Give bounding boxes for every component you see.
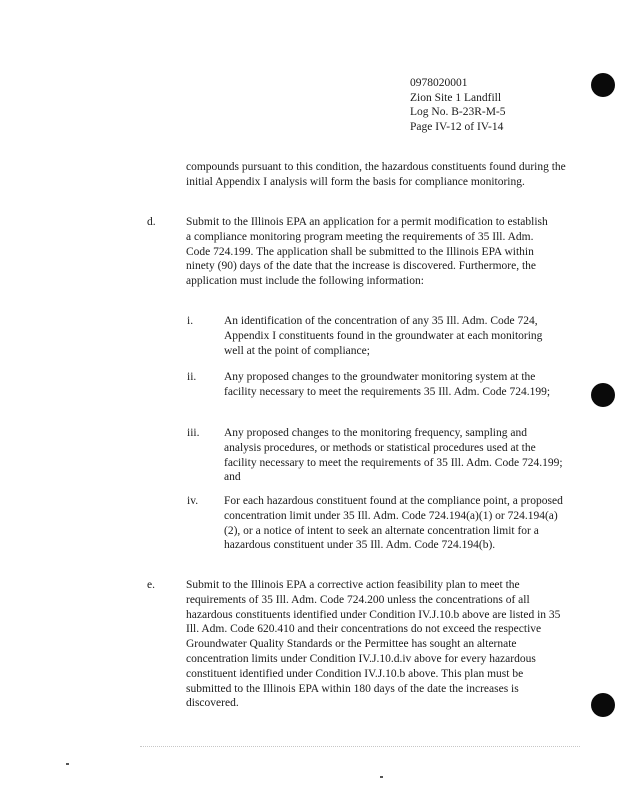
subitem-i-text: An identification of the concentration of any 35 Ill. Adm. Code 724, Appendix I constituents found in the groundwater at each monitoring well at the point of compliance;	[224, 315, 543, 357]
subitem-ii-text: Any proposed changes to the groundwater monitoring system at the facility necessary to meet the requirements 35 Ill. Adm. Code 724.199;	[224, 371, 551, 398]
item-d-text: Submit to the Illinois EPA an application for a permit modification to establish a compliance monitoring program meeting the requirements of 35 Ill. Adm. Code 724.199. The application shall be submitted to the Illinois EPA within ninety (90) days of the date that the increase is discovered. Furthermore, the application must include the following information:	[186, 216, 548, 288]
subitem-iv-label: iv.	[187, 495, 199, 507]
subitem-i-label: i.	[187, 315, 194, 327]
subitem-ii-label: ii.	[187, 371, 197, 383]
intro-paragraph: compounds pursuant to this condition, the hazardous constituents found during the initial Appendix I analysis will form the basis for compliance monitoring.	[186, 161, 566, 188]
item-e-text: Submit to the Illinois EPA a corrective action feasibility plan to meet the requirements of 35 Ill. Adm. Code 724.200 unless the concentrations of all hazardous constituents identified under Condition IV.J.10.b above are listed in 35 Ill. Adm. Code 620.410 and their concentrations do not exceed the respective Groundwater Quality Standards or the Permittee has sought an alternate concentration limits under Condition IV.J.10.d.iv above for every hazardous constituent identified under Condition IV.J.10.b above. This plan must be submitted to the Illinois EPA within 180 days of the date the increases is discovered.	[186, 579, 561, 710]
subitem-iii-label: iii.	[187, 427, 200, 439]
document-id: 0978020001	[410, 77, 468, 89]
punch-hole-bottom	[591, 693, 615, 717]
site-name: Zion Site 1 Landfill	[410, 91, 502, 104]
punch-hole-middle	[591, 383, 615, 407]
item-d-label: d.	[147, 216, 156, 228]
log-number: Log No. B-23R-M-5	[410, 106, 506, 118]
scan-artifact-line	[140, 746, 580, 753]
page-number: Page IV-12 of IV-14	[410, 120, 504, 133]
scan-speck	[66, 763, 69, 765]
scan-speck	[380, 776, 383, 778]
punch-hole-top	[591, 73, 615, 97]
document-header	[410, 76, 506, 134]
item-e-label: e.	[147, 579, 155, 591]
subitem-iii-text: Any proposed changes to the monitoring frequency, sampling and analysis procedures, or methods or statistical procedures used at the facility necessary to meet the requirements of 35 Ill. Adm. Code 724.199; and	[224, 427, 563, 484]
subitem-iv-text: For each hazardous constituent found at the compliance point, a proposed concentration limit under 35 Ill. Adm. Code 724.194(a)(1) or 724.194(a)(2), or a notice of intent to seek an alternate concentration limit for a hazardous constituent under 35 Ill. Adm. Code 724.194(b).	[224, 495, 563, 552]
